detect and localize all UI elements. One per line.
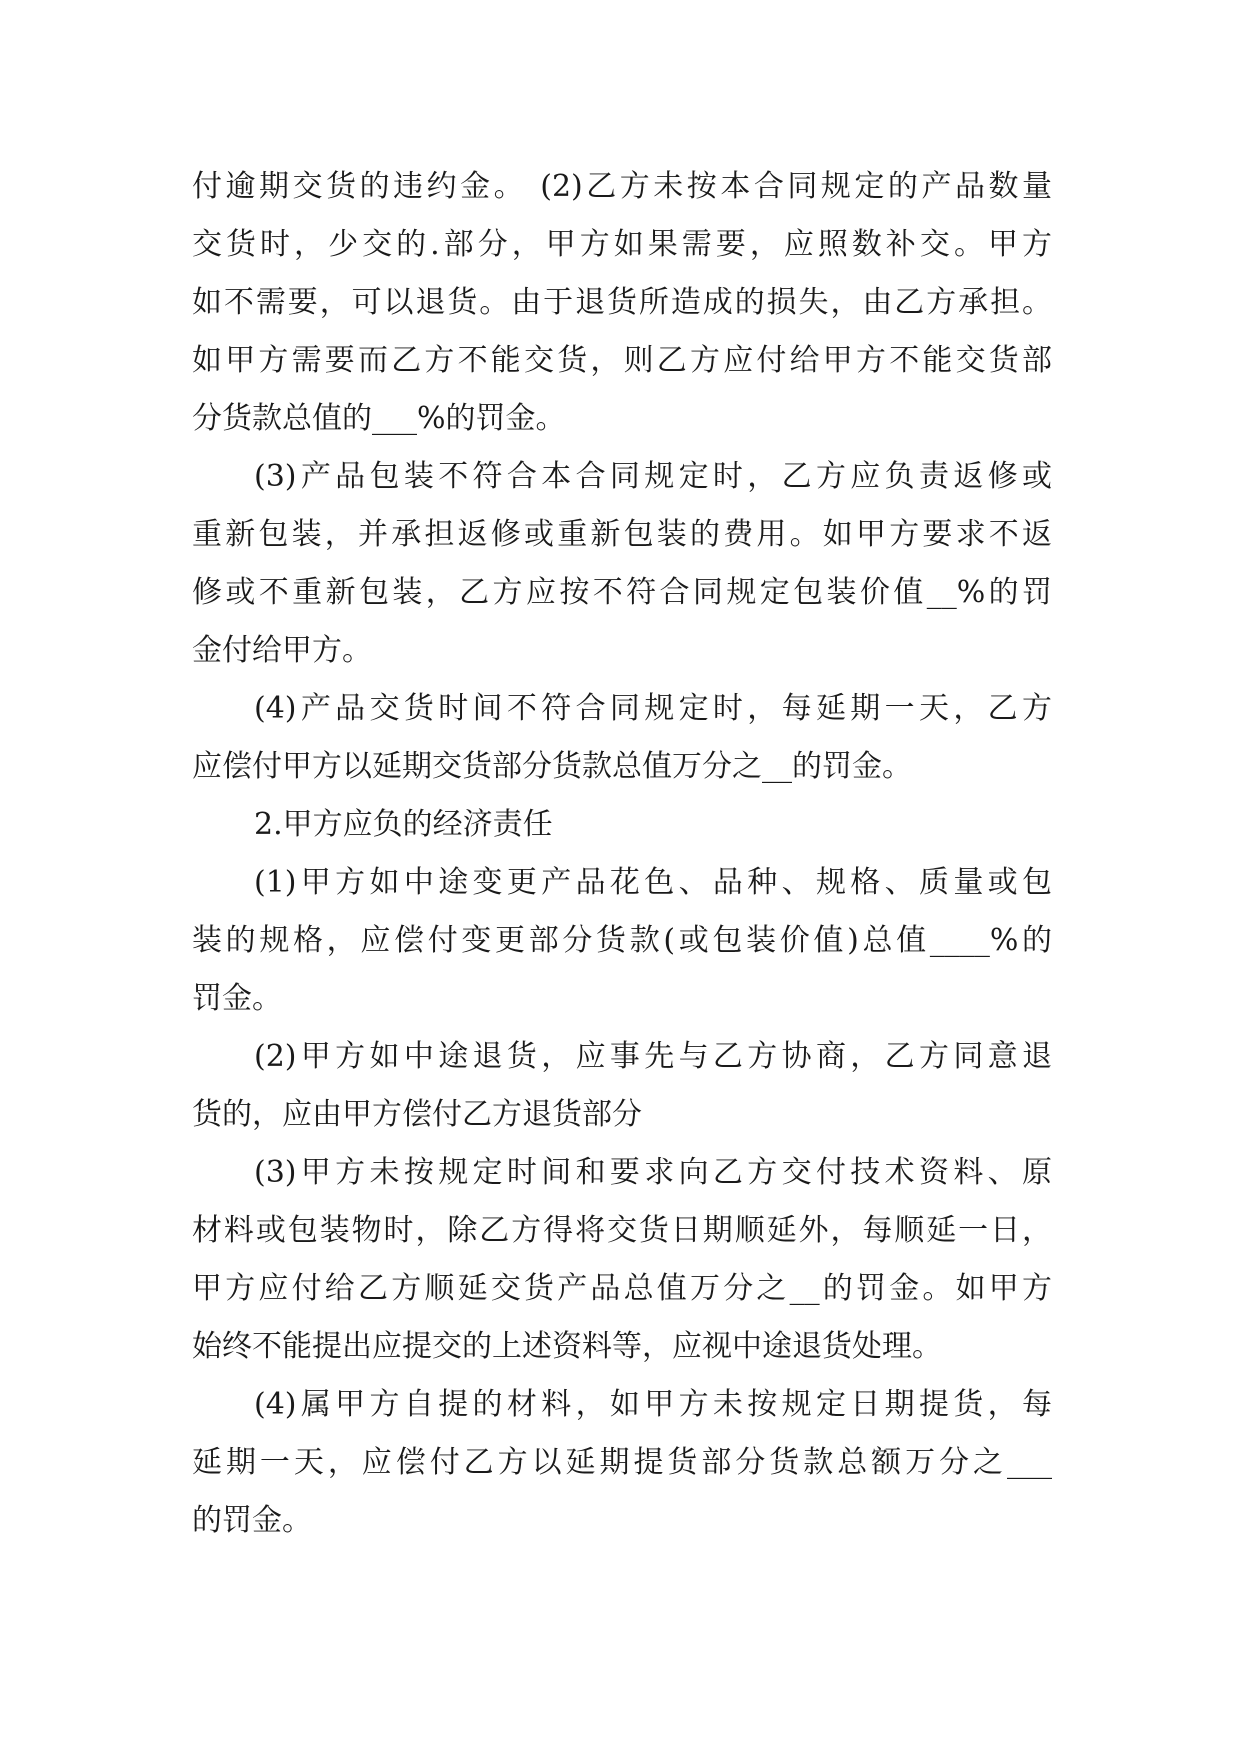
text-line: (4)产品交货时间不符合同规定时，每延期一天，乙方 xyxy=(254,691,1052,726)
text-line: 装的规格，应偿付变更部分货款(或包装价值)总值____%的 xyxy=(192,923,1052,958)
text-line: 如甲方需要而乙方不能交货，则乙方应付给甲方不能交货部 xyxy=(192,343,1052,378)
text-line: 材料或包装物时，除乙方得将交货日期顺延外，每顺延一日， xyxy=(192,1213,1052,1248)
text-line: 货的，应由甲方偿付乙方退货部分 xyxy=(192,1097,642,1132)
text-line: 的罚金。 xyxy=(192,1503,312,1538)
document-body xyxy=(192,158,1052,1550)
text-line: 金付给甲方。 xyxy=(192,633,372,668)
text-line: 交货时，少交的.部分，甲方如果需要，应照数补交。甲方 xyxy=(192,227,1052,262)
text-line: 始终不能提出应提交的上述资料等，应视中途退货处理。 xyxy=(192,1329,942,1364)
text-line: (3)甲方未按规定时间和要求向乙方交付技术资料、原 xyxy=(254,1155,1052,1190)
text-line: (1)甲方如中途变更产品花色、品种、规格、质量或包 xyxy=(254,865,1052,900)
text-line: 甲方应付给乙方顺延交货产品总值万分之__的罚金。如甲方 xyxy=(192,1271,1052,1306)
text-line: 应偿付甲方以延期交货部分货款总值万分之__的罚金。 xyxy=(192,749,912,784)
text-line: 付逾期交货的违约金。 (2)乙方未按本合同规定的产品数量 xyxy=(192,169,1052,204)
text-line: (4)属甲方自提的材料，如甲方未按规定日期提货，每 xyxy=(254,1387,1052,1422)
text-line: 罚金。 xyxy=(192,981,282,1016)
text-line: 分货款总值的___%的罚金。 xyxy=(192,401,566,436)
section-heading: 2.甲方应负的经济责任 xyxy=(254,807,553,842)
text-line: (2)甲方如中途退货，应事先与乙方协商，乙方同意退 xyxy=(254,1039,1052,1074)
text-line: 重新包装，并承担返修或重新包装的费用。如甲方要求不返 xyxy=(192,517,1052,552)
text-line: 修或不重新包装，乙方应按不符合同规定包装价值__%的罚 xyxy=(192,575,1052,610)
text-line: (3)产品包装不符合本合同规定时，乙方应负责返修或 xyxy=(254,459,1052,494)
text-line: 如不需要，可以退货。由于退货所造成的损失，由乙方承担。 xyxy=(192,285,1052,320)
text-line: 延期一天，应偿付乙方以延期提货部分货款总额万分之___ xyxy=(192,1445,1052,1480)
